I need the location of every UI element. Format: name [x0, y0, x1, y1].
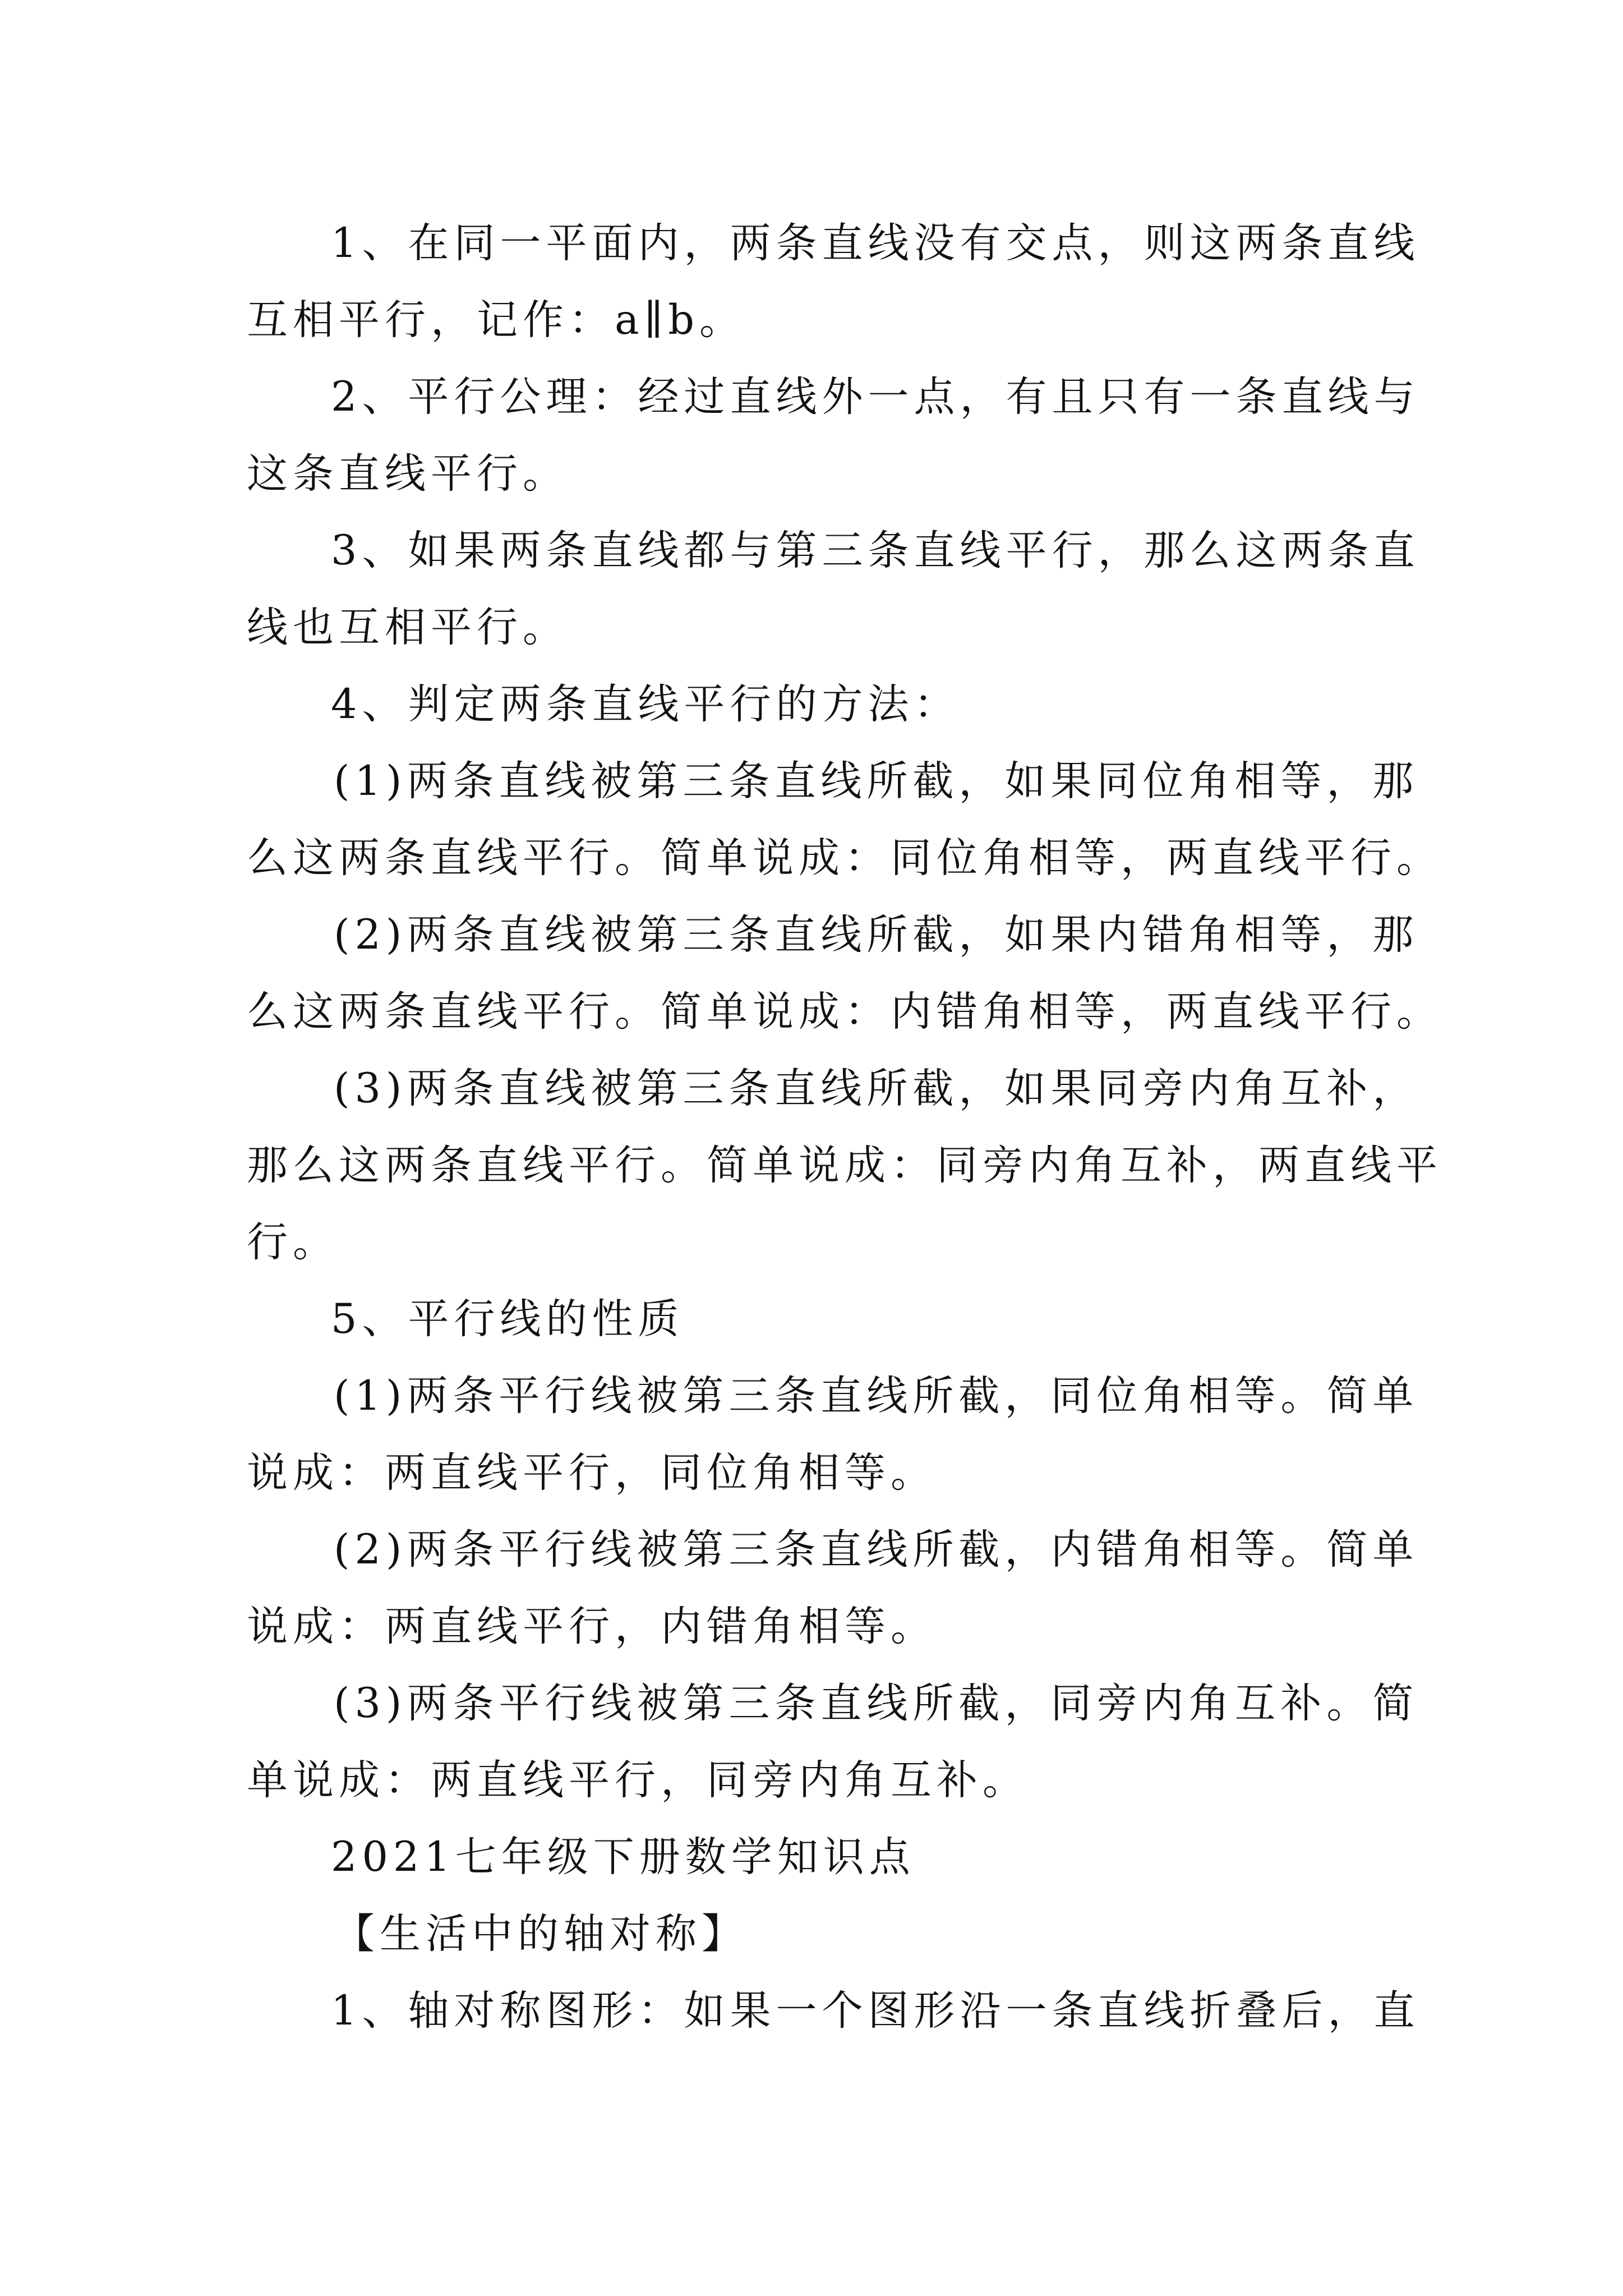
text-line-7: 4、判定两条直线平行的方法： — [331, 680, 960, 728]
text-line-9: 么这两条直线平行。简单说成：同位角相等，两直线平行。 — [247, 834, 1442, 882]
text-line-3: 2、平行公理：经过直线外一点，有且只有一条直线与 — [331, 373, 1420, 421]
text-line-5: 3、如果两条直线都与第三条直线平行，那么这两条直 — [331, 527, 1420, 574]
section-heading: 2021七年级下册数学知识点 — [331, 1833, 915, 1881]
text-line-6: 线也互相平行。 — [247, 604, 569, 651]
text-line-17: 说成：两直线平行，同位角相等。 — [247, 1449, 937, 1497]
text-line-13: 那么这两条直线平行。简单说成：同旁内角互补，两直线平 — [247, 1142, 1442, 1189]
text-line-19: 说成：两直线平行，内错角相等。 — [247, 1603, 937, 1650]
text-line-15: 5、平行线的性质 — [331, 1295, 684, 1343]
text-line-10: (2)两条直线被第三条直线所截，如果内错角相等，那 — [334, 911, 1419, 959]
text-line-24: 1、轴对称图形：如果一个图形沿一条直线折叠后，直 — [331, 1987, 1420, 2035]
text-line-4: 这条直线平行。 — [247, 450, 569, 498]
subsection-heading: 【生活中的轴对称】 — [334, 1910, 748, 1958]
text-line-8: (1)两条直线被第三条直线所截，如果同位角相等，那 — [334, 757, 1419, 805]
text-line-20: (3)两条平行线被第三条直线所截，同旁内角互补。简 — [334, 1680, 1419, 1727]
text-line-21: 单说成：两直线平行，同旁内角互补。 — [247, 1756, 1029, 1804]
text-line-14: 行。 — [247, 1218, 339, 1266]
text-line-18: (2)两条平行线被第三条直线所截，内错角相等。简单 — [334, 1526, 1419, 1573]
text-line-11: 么这两条直线平行。简单说成：内错角相等，两直线平行。 — [247, 988, 1442, 1036]
text-line-1: 1、在同一平面内，两条直线没有交点，则这两条直线 — [331, 219, 1420, 267]
text-line-12: (3)两条直线被第三条直线所截，如果同旁内角互补， — [334, 1065, 1419, 1112]
text-line-16: (1)两条平行线被第三条直线所截，同位角相等。简单 — [334, 1372, 1419, 1420]
text-line-2: 互相平行，记作：a∥b。 — [247, 296, 745, 344]
